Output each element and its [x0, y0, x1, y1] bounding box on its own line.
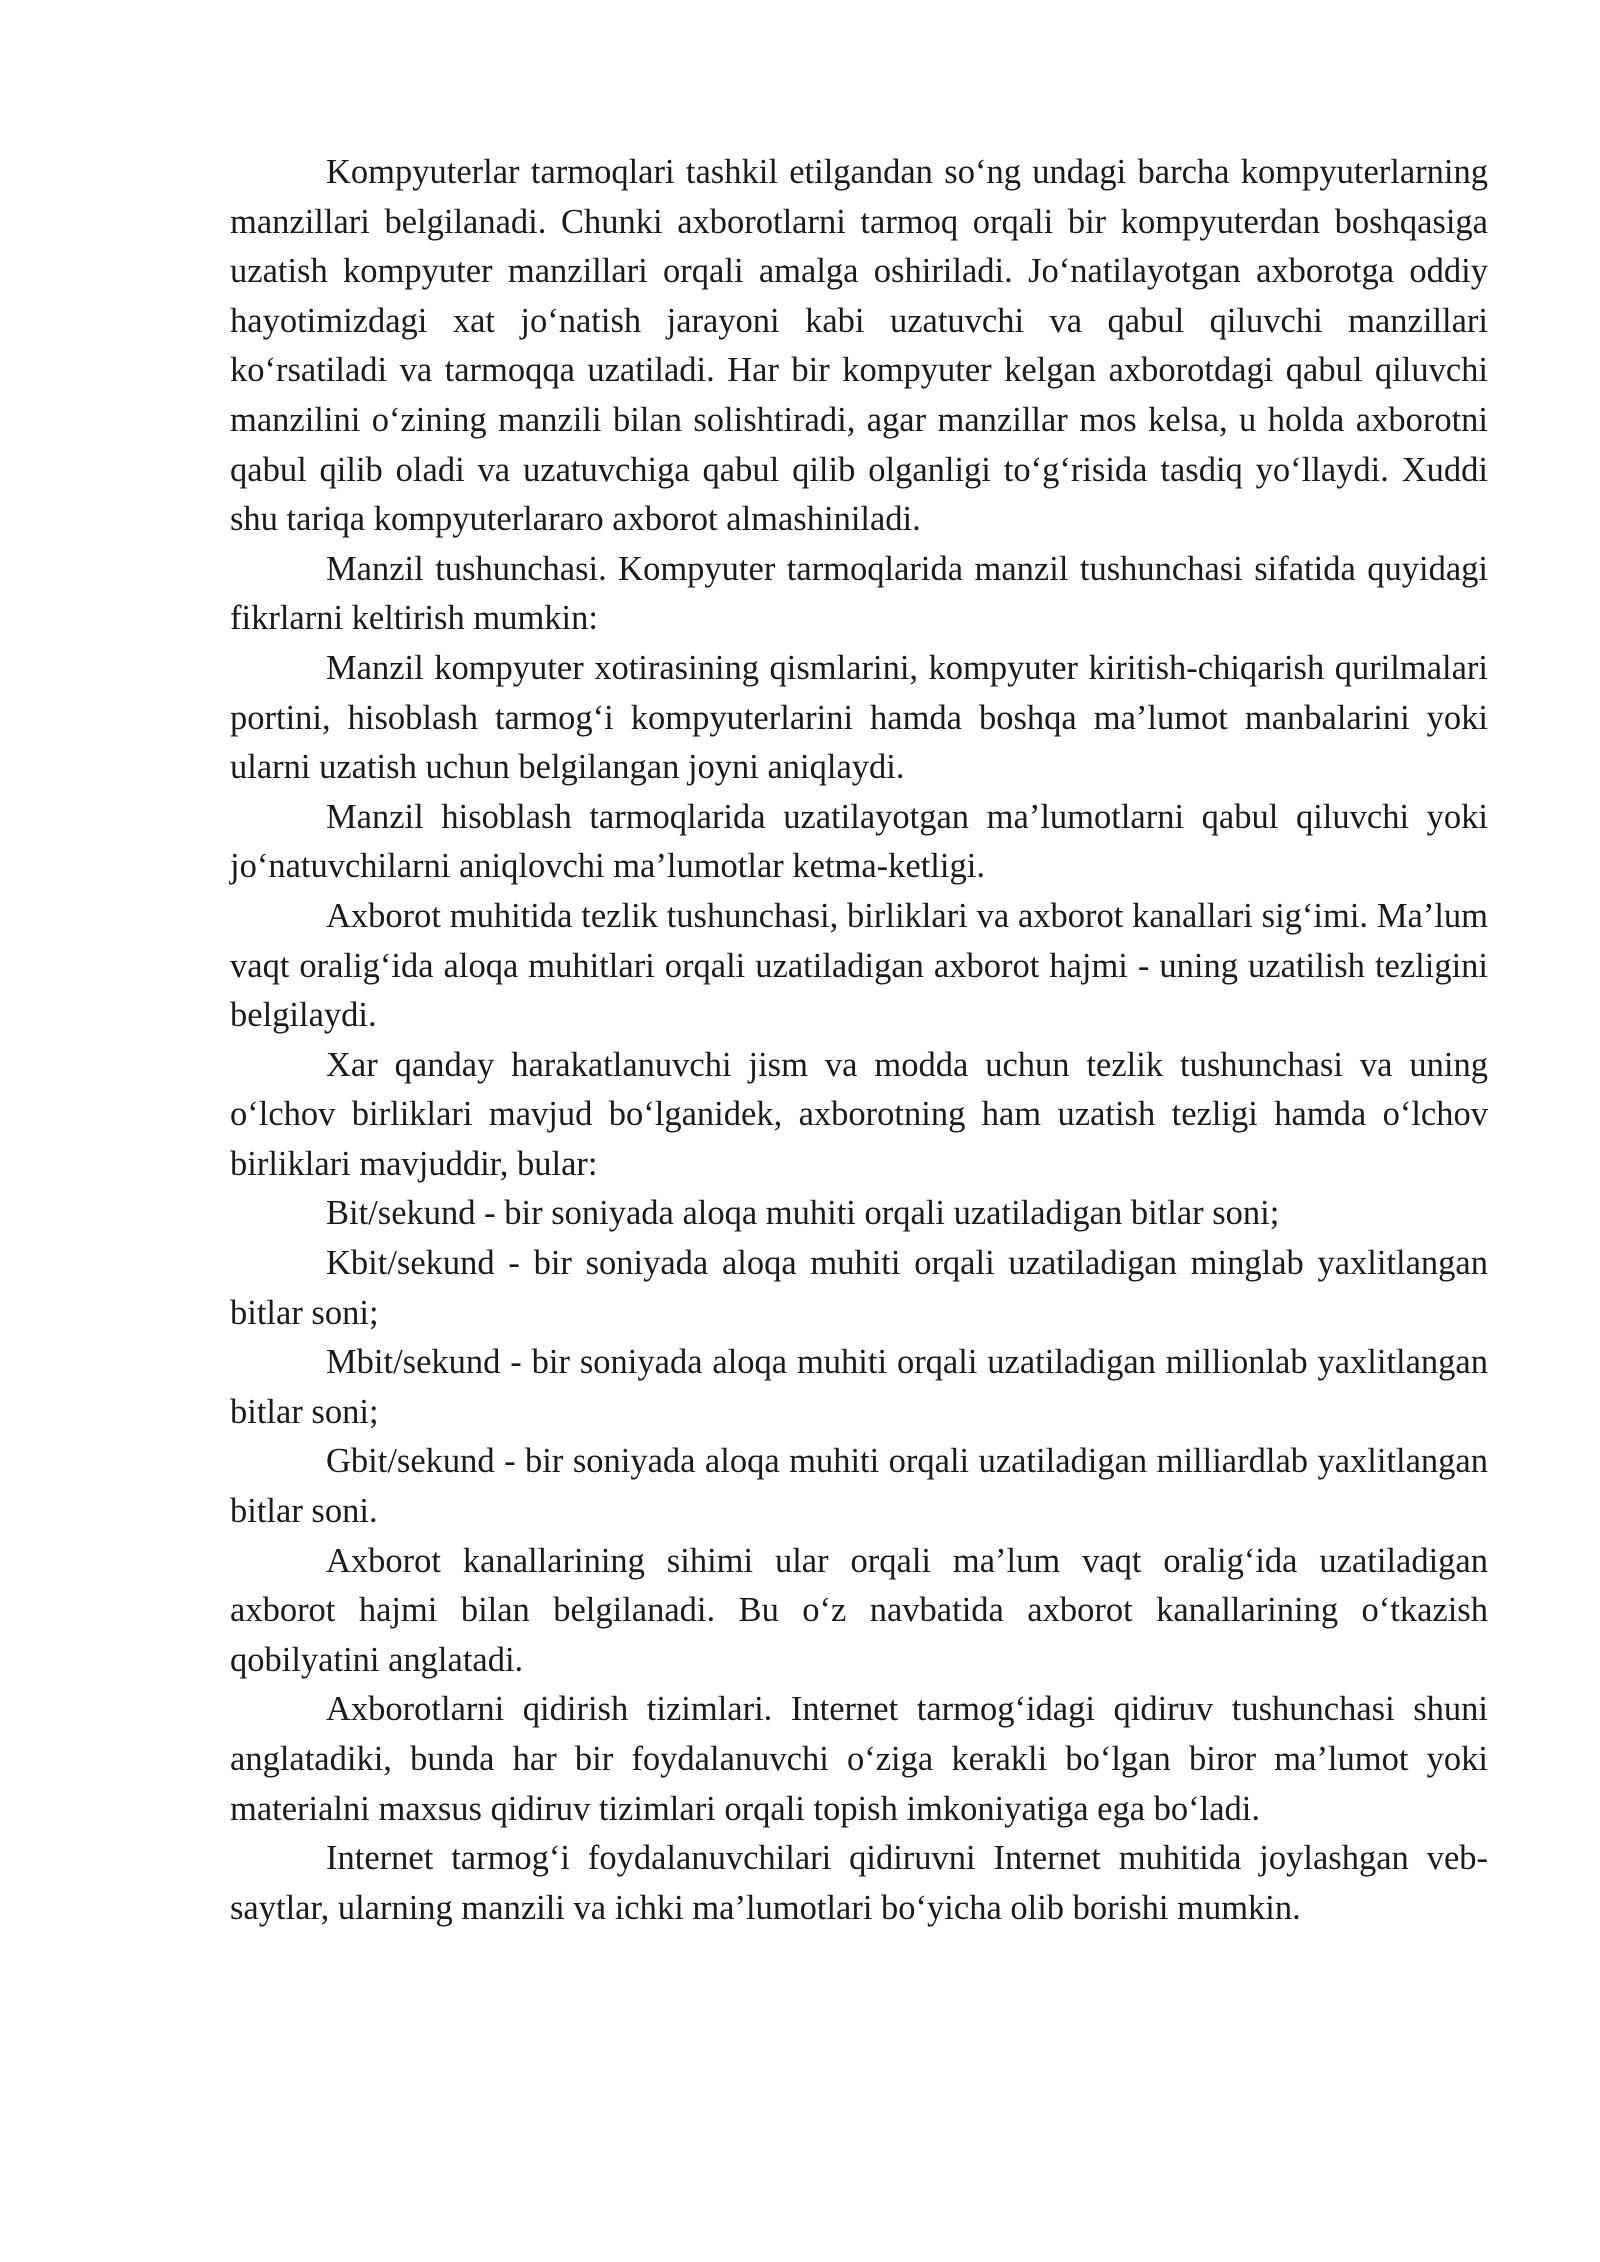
paragraph-address-concept: Manzil tushunchasi. Kompyuter tarmoqlarida manzil tushunchasi sifatida quyidagi fikrlarni keltirish mumkin:: [230, 549, 1488, 638]
paragraph-channel-capacity: Axborot kanallarining sihimi ular orqali ma’lum vaqt oralig‘ida uzatiladigan axborot hajmi bilan belgilanadi. Bu o‘z navbatida axborot kanallarining o‘tkazish qobilyatini anglatadi.: [230, 1541, 1488, 1679]
paragraph-unit-bit: Bit/sekund - bir soniyada aloqa muhiti orqali uzatiladigan bitlar soni;: [326, 1194, 1280, 1233]
paragraph-address-definition-2: Manzil hisoblash tarmoqlarida uzatilayotgan ma’lumotlarni qabul qiluvchi yoki jo‘natuvchilarni aniqlovchi ma’lumotlar ketma-ketligi.: [230, 797, 1488, 886]
paragraph-speed-units-intro: Xar qanday harakatlanuvchi jism va modda uchun tezlik tushunchasi va uning o‘lchov birliklari mavjud bo‘lganidek, axborotning ham uzatish tezligi hamda o‘lchov birliklari mavjuddir, bular:: [230, 1045, 1488, 1183]
document-page: [230, 148, 1488, 1933]
paragraph-unit-kbit: Kbit/sekund - bir soniyada aloqa muhiti orqali uzatiladigan minglab yaxlitlangan bitlar soni;: [230, 1244, 1488, 1332]
paragraph-unit-mbit: Mbit/sekund - bir soniyada aloqa muhiti orqali uzatiladigan millionlab yaxlitlangan bitlar soni;: [230, 1343, 1488, 1431]
paragraph-search-systems: Axborotlarni qidirish tizimlari. Internet tarmog‘idagi qidiruv tushunchasi shuni anglatadiki, bunda har bir foydalanuvchi o‘ziga kerakli bo‘lgan biror ma’lumot yoki materialni maxsus qidiruv tizimlari orqali topish imkoniyatiga ega bo‘ladi.: [230, 1690, 1488, 1828]
paragraph-speed-concept: Axborot muhitida tezlik tushunchasi, birliklari va axborot kanallari sig‘imi. Ma’lum vaqt oralig‘ida aloqa muhitlari orqali uzatiladigan axborot hajmi - uning uzatilish tezligini belgilaydi.: [230, 896, 1488, 1035]
paragraph-internet-search: Internet tarmog‘i foydalanuvchilari qidiruvni Internet muhitida joylashgan veb- saytlar, ularning manzili va ichki ma’lumotlari bo‘yicha olib borishi mumkin.: [230, 1839, 1488, 1927]
paragraph-address-definition-1: Manzil kompyuter xotirasining qismlarini, kompyuter kiritish-chiqarish qurilmalari portini, hisoblash tarmog‘i kompyuterlarini hamda boshqa ma’lumot manbalarini yoki ularni uzatish uchun belgilangan joyni aniqlaydi.: [230, 648, 1488, 787]
paragraph-unit-gbit: Gbit/sekund - bir soniyada aloqa muhiti orqali uzatiladigan milliardlab yaxlitlangan bitlar soni.: [230, 1442, 1488, 1531]
paragraph-addressing-intro: Kompyuterlar tarmoqlari tashkil etilgandan so‘ng undagi barcha kompyuterlarning manzillari belgilanadi. Chunki axborotlarni tarmoq orqali bir kompyuterdan boshqasiga uzatish kompyuter manzillari orqali amalga oshiriladi. Jo‘natilayotgan axborotga oddiy hayotimizdagi xat jo‘natish jarayoni kabi uzatuvchi va qabul qiluvchi manzillari ko‘rsatiladi va tarmoqqa uzatiladi. Har bir kompyuter kelgan axborotdagi qabul qiluvchi manzilini o‘zining manzili bilan solishtiradi, agar manzillar mos kelsa, u holda axborotni qabul qilib oladi va uzatuvchiga qabul qilib olganligi to‘g‘risida tasdiq yo‘llaydi. Xuddi shu tariqa kompyuterlararo axborot almashiniladi.: [230, 153, 1488, 539]
